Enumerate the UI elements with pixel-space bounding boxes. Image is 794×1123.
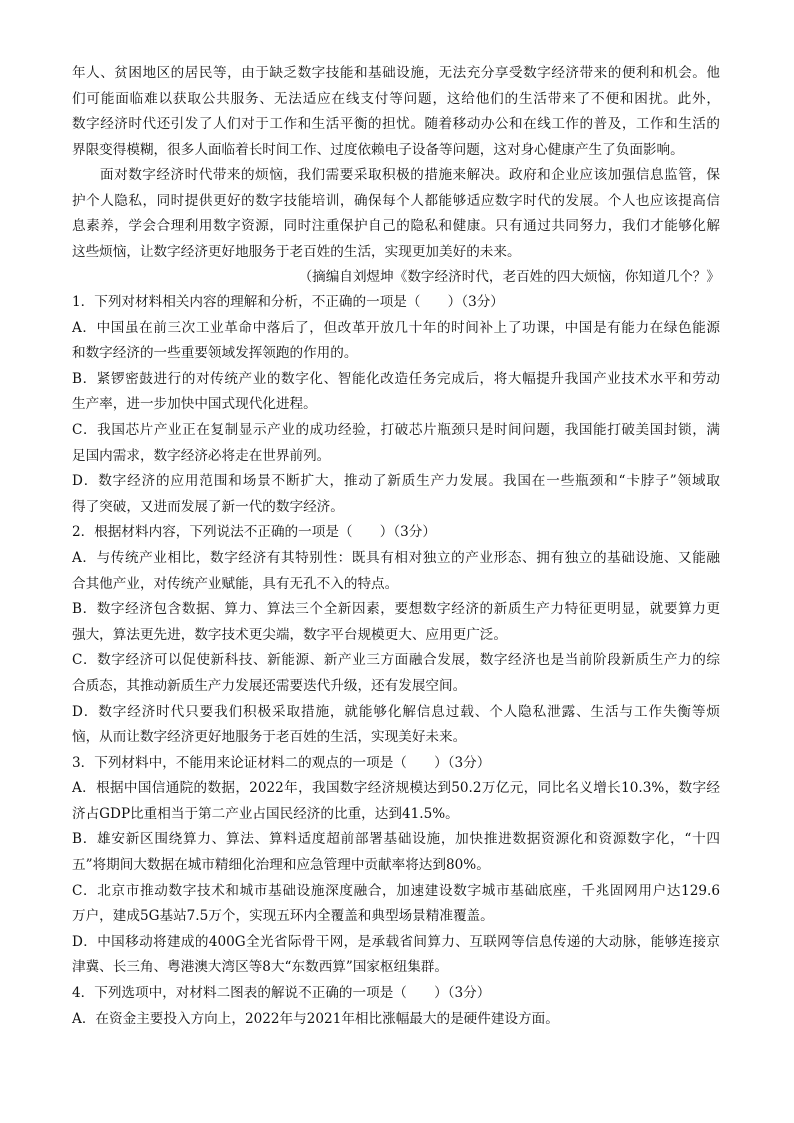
- option-b[interactable]: [72, 367, 720, 418]
- option-line: 合其他产业，对传统产业赋能，具有无孔不入的特点。: [72, 575, 399, 592]
- option-line: 济占GDP比重相当于第二产业占国民经济的比重，达到41.5%。: [72, 805, 459, 822]
- question-stem: 1．下列对材料相关内容的理解和分析，不正确的一项是（ ）（3分）: [72, 294, 504, 310]
- option-line: A．根据中国信通院的数据，2022年，我国数字经济规模达到50.2万亿元，同比名义增长10.3%，数字经: [72, 780, 720, 797]
- question-list: [72, 290, 720, 1032]
- option-line: D．中国移动将建成的400G全光省际骨干网，是承载省间算力、互联网等信息传递的大动脉，能够连接京: [72, 933, 720, 950]
- option-line: A．中国虽在前三次工业革命中落后了，但改革开放几十年的时间补上了功课，中国是有能力在绿色能源: [72, 319, 720, 336]
- option-line: 足国内需求，数字经济必将走在世界前列。: [72, 447, 331, 464]
- option-c[interactable]: [72, 648, 720, 699]
- passage-line: 们可能面临难以获取公共服务、无法适应在线支付等问题，这给他们的生活带来了不便和困扰。此外，: [72, 90, 720, 107]
- question-stem: 4．下列选项中，对材料二图表的解说不正确的一项是（ ）（3分）: [72, 985, 491, 1002]
- passage-source: [72, 265, 720, 291]
- option-d[interactable]: [72, 469, 720, 520]
- question-4: [72, 981, 720, 1032]
- question-stem: 3．下列材料中，不能用来论证材料二的观点的一项是（ ）（3分）: [72, 754, 491, 771]
- passage-line: 息素养，学会合理利用数字资源，同时注重保护自己的隐私和健康。只有通过共同努力，我们才能够化解: [72, 218, 720, 235]
- passage-line: 面对数字经济时代带来的烦恼，我们需要采取积极的措施来解决。政府和企业应该加强信息监管，保: [100, 167, 720, 183]
- option-a[interactable]: [72, 546, 720, 597]
- question-2: [72, 520, 720, 750]
- option-line: D．数字经济时代只要我们积极采取措施，就能够化解信息过载、个人隐私泄露、生活与工作失衡等烦: [72, 703, 720, 720]
- passage-paragraph-1: [72, 61, 720, 163]
- option-line: 合质态，其推动新质生产力发展还需要迭代升级，还有发展空间。: [72, 677, 467, 694]
- option-line: 津冀、长三角、粤港澳大湾区等8大“东数西算”国家枢纽集群。: [72, 959, 448, 976]
- passage-line: 这些烦恼，让数字经济更好地服务于老百姓的生活，实现更加美好的未来。: [72, 243, 521, 260]
- question-3: [72, 751, 720, 981]
- option-d[interactable]: [72, 700, 720, 751]
- option-line: B．数字经济包含数据、算力、算法三个全新因素，要想数字经济的新质生产力特征更明显，就要算力更: [72, 601, 720, 618]
- option-line: 万户，建成5G基站7.5万个，实现五环内全覆盖和典型场景精准覆盖。: [72, 908, 494, 925]
- source-citation: （摘编自刘煜坤《数字经济时代，老百姓的四大烦恼，你知道几个？》: [298, 269, 720, 285]
- option-c[interactable]: [72, 879, 720, 930]
- passage-paragraph-2: [72, 163, 720, 265]
- passage-line: 数字经济时代还引发了人们对于工作和生活平衡的担忧。随着移动办公和在线工作的普及，工作和生活的: [72, 116, 720, 133]
- option-line: 强大，算法更先进，数字技术更尖端，数字平台规模更大、应用更广泛。: [72, 626, 507, 643]
- option-line: 五”将期间大数据在城市精细化治理和应急管理中贡献率将达到80%。: [72, 857, 490, 874]
- option-b[interactable]: [72, 597, 720, 648]
- option-a[interactable]: [72, 776, 720, 827]
- option-line: A．与传统产业相比，数字经济有其特别性：既具有相对独立的产业形态、拥有独立的基础设施、又能融: [72, 549, 720, 566]
- question-stem: 2．根据材料内容，下列说法不正确的一项是（ ）（3分）: [72, 524, 436, 541]
- option-line: B．紧锣密鼓进行的对传统产业的数字化、智能化改造任务完成后，将大幅提升我国产业技术水平和劳动: [72, 370, 720, 387]
- option-line: C．数字经济可以促使新科技、新能源、新产业三方面融合发展，数字经济也是当前阶段新质生产力的综: [72, 652, 720, 669]
- question-1: [72, 290, 720, 520]
- option-line: 恼，从而让数字经济更好地服务于老百姓的生活，实现美好未来。: [72, 729, 467, 746]
- option-d[interactable]: [72, 930, 720, 981]
- option-line: 得了突破，又进而发展了新一代的数字经济。: [72, 498, 344, 515]
- passage-line: 界限变得模糊，很多人面临着长时间工作、过度依赖电子设备等问题，这对身心健康产生了负面影响。: [72, 141, 684, 158]
- option-a[interactable]: [72, 1007, 720, 1033]
- option-line: 生产率，进一步加快中国式现代化进程。: [72, 396, 317, 413]
- option-line: D．数字经济的应用范围和场景不断扩大，推动了新质生产力发展。我国在一些瓶颈和“卡脖子”领域取: [72, 473, 720, 490]
- option-line: A．在资金主要投入方向上，2022年与2021年相比涨幅最大的是硬件建设方面。: [72, 1010, 559, 1027]
- option-c[interactable]: [72, 418, 720, 469]
- passage-line: 年人、贫困地区的居民等，由于缺乏数字技能和基础设施，无法充分享受数字经济带来的便利和机会。他: [72, 65, 720, 81]
- option-line: C．我国芯片产业正在复制显示产业的成功经验，打破芯片瓶颈只是时间问题，我国能打破美国封锁，满: [72, 421, 720, 438]
- option-line: 和数字经济的一些重要领域发挥领跑的作用的。: [72, 345, 358, 362]
- option-line: B．雄安新区围绕算力、算法、算料适度超前部署基础设施，加快推进数据资源化和资源数字化，“十四: [72, 831, 720, 848]
- option-b[interactable]: [72, 827, 720, 878]
- option-a[interactable]: [72, 316, 720, 367]
- option-line: C．北京市推动数字技术和城市基础设施深度融合，加速建设数字城市基础底座，千兆固网用户达129.6: [72, 882, 720, 899]
- passage-line: 护个人隐私，同时提供更好的数字技能培训，确保每个人都能够适应数字时代的发展。个人也应该提高信: [72, 192, 720, 209]
